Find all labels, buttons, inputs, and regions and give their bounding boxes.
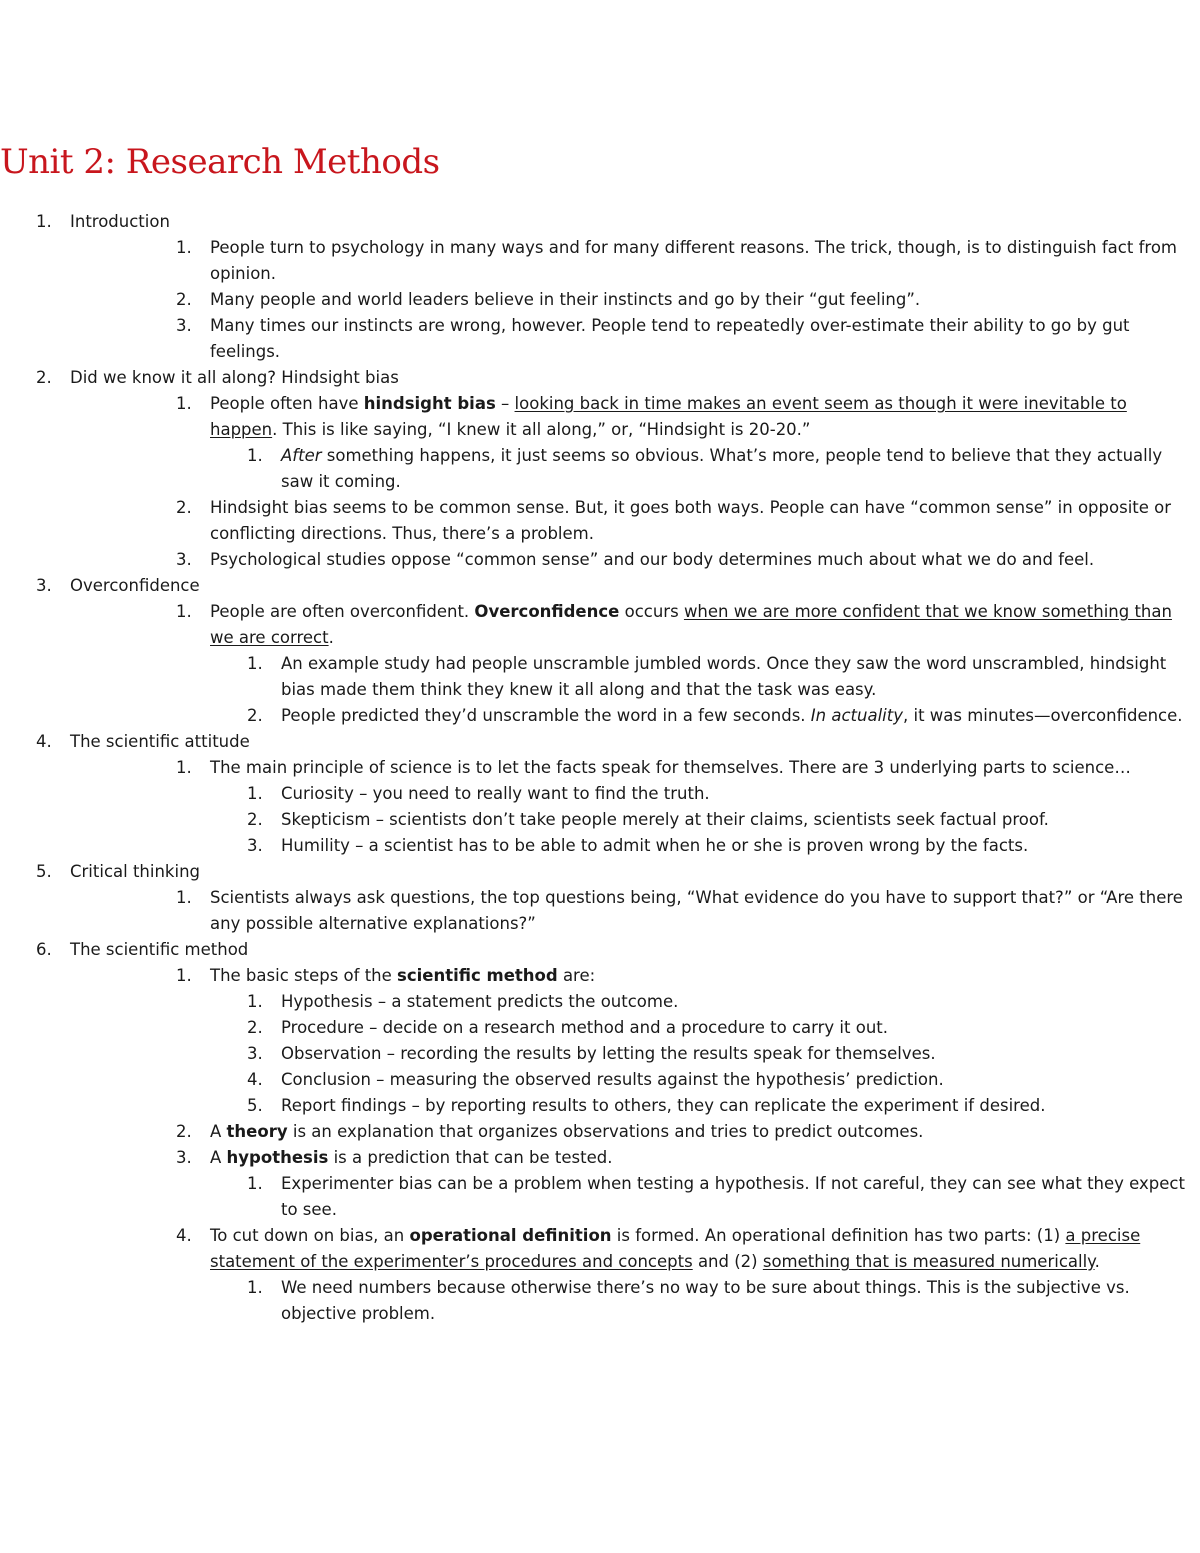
item-text: Observation – recording the results by letting the results speak for themselves. xyxy=(281,1044,936,1063)
sub-sub-list xyxy=(210,651,1196,729)
text-run: A xyxy=(210,1148,227,1167)
key-term: hypothesis xyxy=(226,1148,329,1167)
list-item xyxy=(70,1067,1196,1093)
key-term: Overconfidence xyxy=(474,602,620,621)
item-text: People turn to psychology in many ways and for many different reasons. The trick, though, is to distinguish fact from opinion. xyxy=(210,238,1177,283)
list-item xyxy=(70,1093,1196,1119)
item-text: Hindsight bias seems to be common sense. But, it goes both ways. People can have “common sense” in opposite or conflicting directions. Thus, there’s a problem. xyxy=(210,498,1172,543)
item-text xyxy=(281,443,1196,495)
text-run: occurs xyxy=(619,602,684,621)
sub-sub-list xyxy=(210,989,1196,1119)
item-text xyxy=(210,1223,1196,1275)
list-number: 1. xyxy=(247,1174,263,1193)
key-term: theory xyxy=(226,1122,288,1141)
list-number: 6. xyxy=(36,940,52,959)
item-text xyxy=(210,1119,1196,1145)
emphasis: In actuality xyxy=(810,706,903,725)
list-number: 3. xyxy=(176,1148,192,1167)
list-number: 1. xyxy=(247,446,263,465)
item-text: We need numbers because otherwise there’s no way to be sure about things. This is the subjective vs. objective problem. xyxy=(281,1278,1130,1323)
item-text xyxy=(210,963,1196,989)
list-item xyxy=(70,547,1196,573)
list-number: 3. xyxy=(176,550,192,569)
list-number: 1. xyxy=(176,888,192,907)
item-text: Hypothesis – a statement predicts the outcome. xyxy=(281,992,679,1011)
text-run: People often have xyxy=(210,394,364,413)
list-item xyxy=(70,599,1196,729)
item-text: Curiosity – you need to really want to find the truth. xyxy=(281,784,710,803)
key-term: operational definition xyxy=(409,1226,612,1245)
item-text: Procedure – decide on a research method and a procedure to carry it out. xyxy=(281,1018,888,1037)
item-text: Report findings – by reporting results to others, they can replicate the experiment if desired. xyxy=(281,1096,1046,1115)
underlined-definition: when we are more confident that we know something than we are correct xyxy=(210,602,1172,647)
list-number: 2. xyxy=(176,498,192,517)
list-number: 3. xyxy=(36,576,52,595)
key-term: scientific method xyxy=(397,966,558,985)
list-number: 1. xyxy=(247,784,263,803)
list-number: 2. xyxy=(176,290,192,309)
section-overconfidence xyxy=(0,573,1196,729)
text-run: People predicted they’d unscramble the word in a few seconds. xyxy=(281,706,811,725)
list-number: 1. xyxy=(36,212,52,231)
item-text: Many people and world leaders believe in their instincts and go by their “gut feeling”. xyxy=(210,290,921,309)
key-term: hindsight bias xyxy=(363,394,496,413)
list-item xyxy=(70,833,1196,859)
section-heading: Introduction xyxy=(70,212,170,231)
list-item xyxy=(70,1171,1196,1223)
text-run: is an explanation that organizes observations and tries to predict outcomes. xyxy=(287,1122,924,1141)
section-introduction xyxy=(0,209,1196,365)
item-text xyxy=(210,599,1196,651)
text-run: The basic steps of the xyxy=(210,966,398,985)
text-run: something happens, it just seems so obvious. What’s more, people tend to believe that they actually saw it coming. xyxy=(281,446,1163,491)
list-number: 3. xyxy=(176,316,192,335)
text-run: People are often overconfident. xyxy=(210,602,475,621)
text-run: . xyxy=(328,628,334,647)
section-critical-thinking xyxy=(0,859,1196,937)
item-text: Psychological studies oppose “common sense” and our body determines much about what we do and feel. xyxy=(210,550,1095,569)
list-number: 3. xyxy=(247,1044,263,1063)
sub-sub-list xyxy=(210,443,1196,495)
list-item xyxy=(70,495,1196,547)
list-item xyxy=(70,963,1196,1119)
list-item xyxy=(70,989,1196,1015)
item-text xyxy=(210,1145,1196,1171)
list-number: 5. xyxy=(36,862,52,881)
text-run: – xyxy=(495,394,515,413)
list-number: 1. xyxy=(176,238,192,257)
section-heading: The scientific attitude xyxy=(70,732,250,751)
sub-sub-list xyxy=(210,781,1196,859)
list-number: 1. xyxy=(247,1278,263,1297)
section-scientific-attitude xyxy=(0,729,1196,859)
list-number: 4. xyxy=(176,1226,192,1245)
section-heading: Did we know it all along? Hindsight bias xyxy=(70,368,399,387)
list-number: 5. xyxy=(247,1096,263,1115)
text-run: A xyxy=(210,1122,227,1141)
list-item xyxy=(70,885,1196,937)
item-text: Many times our instincts are wrong, however. People tend to repeatedly over-estimate their ability to go by gut feelings. xyxy=(210,316,1130,361)
list-number: 1. xyxy=(176,602,192,621)
list-item xyxy=(70,807,1196,833)
document-body xyxy=(0,209,1196,1327)
page-title: Unit 2: Research Methods xyxy=(0,142,440,182)
list-number: 4. xyxy=(36,732,52,751)
item-text xyxy=(210,391,1196,443)
sub-list xyxy=(140,235,1196,365)
list-number: 1. xyxy=(247,992,263,1011)
list-number: 3. xyxy=(247,836,263,855)
item-text: The main principle of science is to let the facts speak for themselves. There are 3 underlying parts to science… xyxy=(210,758,1131,777)
list-number: 2. xyxy=(36,368,52,387)
item-text: Skepticism – scientists don’t take people merely at their claims, scientists seek factual proof. xyxy=(281,810,1049,829)
list-number: 1. xyxy=(176,758,192,777)
list-item xyxy=(70,1223,1196,1327)
item-text: Experimenter bias can be a problem when testing a hypothesis. If not careful, they can see what they expect to see. xyxy=(281,1174,1185,1219)
item-text xyxy=(281,703,1196,729)
list-item xyxy=(70,1275,1196,1327)
text-run: . This is like saying, “I knew it all along,” or, “Hindsight is 20-20.” xyxy=(272,420,811,439)
text-run: . xyxy=(1094,1252,1100,1271)
list-item xyxy=(70,703,1196,729)
list-item xyxy=(70,1015,1196,1041)
sub-list xyxy=(140,963,1196,1327)
list-item xyxy=(70,287,1196,313)
list-item xyxy=(70,651,1196,703)
section-hindsight-bias xyxy=(0,365,1196,573)
emphasis: After xyxy=(281,446,322,465)
section-scientific-method xyxy=(0,937,1196,1327)
list-number: 2. xyxy=(247,706,263,725)
item-text: Conclusion – measuring the observed results against the hypothesis’ prediction. xyxy=(281,1070,944,1089)
list-number: 4. xyxy=(247,1070,263,1089)
underlined-definition: looking back in time makes an event seem as though it were inevitable to happen xyxy=(210,394,1127,439)
list-number: 2. xyxy=(247,810,263,829)
list-item xyxy=(70,313,1196,365)
underlined-definition: something that is measured numerically xyxy=(762,1252,1095,1271)
section-heading: The scientific method xyxy=(70,940,249,959)
list-number: 1. xyxy=(176,394,192,413)
underlined-definition: a precise statement of the experimenter’s procedures and concepts xyxy=(210,1226,1141,1271)
text-run: , it was minutes—overconfidence. xyxy=(903,706,1183,725)
section-heading: Overconfidence xyxy=(70,576,200,595)
sub-list xyxy=(140,885,1196,937)
list-item xyxy=(70,781,1196,807)
sub-sub-list xyxy=(210,1275,1196,1327)
list-item xyxy=(70,755,1196,859)
list-item xyxy=(70,235,1196,287)
list-item xyxy=(70,391,1196,495)
sub-list xyxy=(140,599,1196,729)
sub-list xyxy=(140,391,1196,573)
list-item xyxy=(70,1041,1196,1067)
section-heading: Critical thinking xyxy=(70,862,200,881)
list-item xyxy=(70,443,1196,495)
text-run: is formed. An operational definition has two parts: (1) xyxy=(611,1226,1066,1245)
list-number: 1. xyxy=(176,966,192,985)
sub-list xyxy=(140,755,1196,859)
text-run: is a prediction that can be tested. xyxy=(328,1148,613,1167)
list-number: 1. xyxy=(247,654,263,673)
text-run: and (2) xyxy=(692,1252,763,1271)
item-text: Scientists always ask questions, the top questions being, “What evidence do you have to support that?” or “Are there any possible alternative explanations?” xyxy=(210,888,1183,933)
text-run: are: xyxy=(557,966,596,985)
item-text: An example study had people unscramble jumbled words. Once they saw the word unscrambled, hindsight bias made them think they knew it all along and that the task was easy. xyxy=(281,654,1167,699)
outline-list xyxy=(0,209,1196,1327)
list-number: 2. xyxy=(247,1018,263,1037)
list-item xyxy=(70,1119,1196,1145)
list-number: 2. xyxy=(176,1122,192,1141)
sub-sub-list xyxy=(210,1171,1196,1223)
item-text: Humility – a scientist has to be able to admit when he or she is proven wrong by the facts. xyxy=(281,836,1029,855)
text-run: To cut down on bias, an xyxy=(210,1226,410,1245)
list-item xyxy=(70,1145,1196,1223)
